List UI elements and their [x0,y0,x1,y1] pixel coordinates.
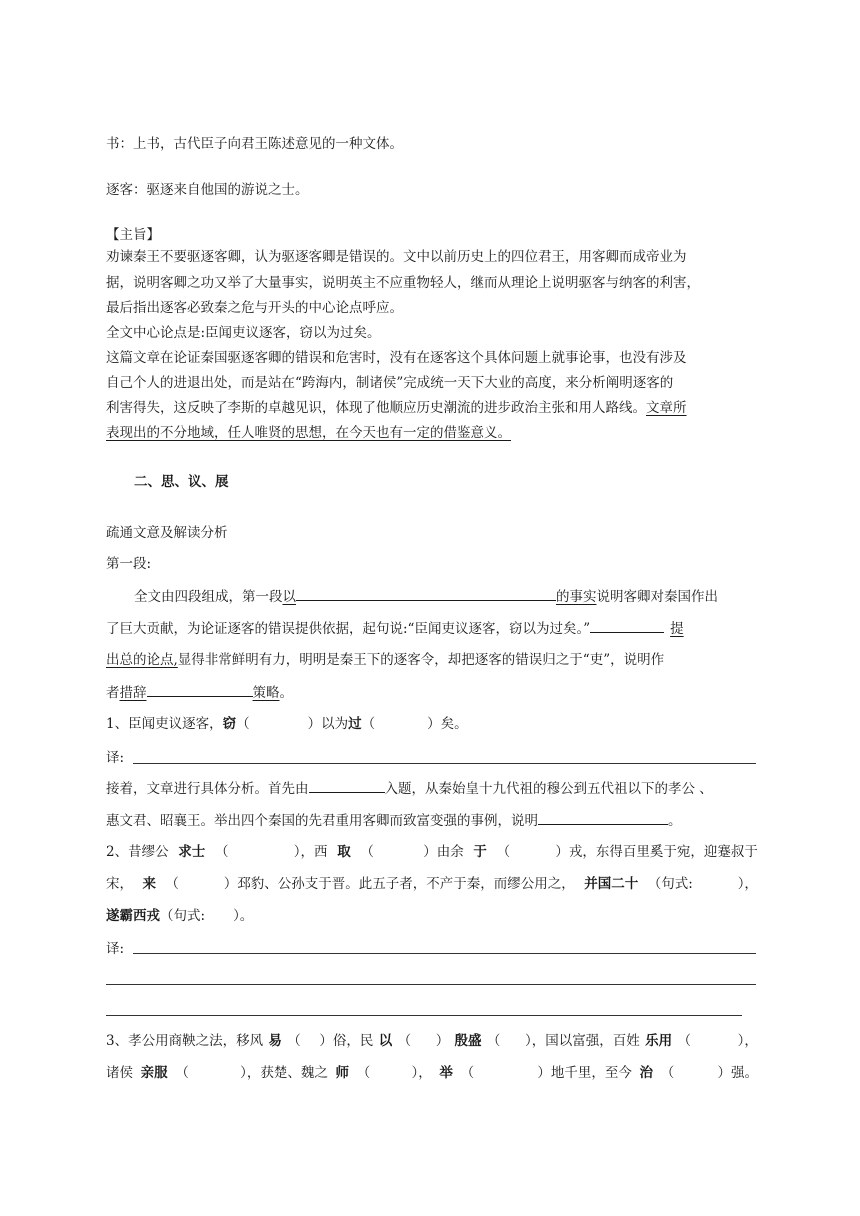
paren: （句式: [160,908,206,924]
question-text: ）俗，民 [319,1033,374,1049]
fill-blank[interactable] [538,810,668,825]
analysis-text: 者 [106,685,120,701]
keyword: 过 [348,716,362,732]
keyword: 殷盛 [454,1033,482,1049]
paren: （ [361,716,376,732]
analysis-line [106,650,664,670]
section-heading: 二、思、议、展 [134,474,229,490]
question-text: ）， [737,876,758,892]
question-text: ）矣。 [427,716,468,732]
theme-paragraph-line: 据，说明客卿之功又举了大量事实，说明英主不应重物轻人，继而从理论上说明驱客与纳客的利害， [106,275,700,291]
question-text: ） [435,1033,450,1049]
keyword: 于 [473,844,487,860]
keyword: 乐用 [645,1033,673,1049]
keyword: 来 [142,876,156,892]
keyword: 窃 [222,716,237,732]
analysis-line [134,586,718,607]
question-text: 2、昔缪公 [106,844,169,860]
fill-blank[interactable] [296,586,556,601]
note-zhuke: 逐客：驱逐来自他国的游说之士。 [106,182,309,198]
answer-slot[interactable] [416,1031,430,1051]
underlined-text: 文章所 [646,400,687,416]
question-text: ）强。 [717,1065,758,1081]
paragraph-label: 第一段: [106,556,152,572]
question-text: ）。 [233,908,254,924]
underlined-text: 表现出的不分地域，任人唯贤的思想，在今天也有一定的借鉴意义。 [106,425,511,441]
paren: （ [397,1033,412,1049]
underlined-text: 的事实 [556,589,597,605]
paren: （ [677,1033,691,1049]
answer-slot[interactable] [306,1031,314,1051]
paren: （ [356,1065,371,1081]
analysis-line [106,810,682,831]
question-text: 宋， [106,876,133,892]
underlined-text: 提 [670,621,684,637]
keyword: 亲服 [140,1065,168,1081]
question-1 [106,714,468,734]
question-2-line [106,842,758,862]
answer-slot[interactable] [696,1031,732,1051]
central-argument: 全文中心论点是:臣闻吏议逐客，窃以为过矣。 [106,325,381,341]
question-text: ）， [737,1033,758,1049]
analysis-text: 入题，从秦始皇十九代祖的穆公到五代祖以下的孝公 、 [384,781,713,797]
analysis-text: 。 [279,685,293,701]
paren: （ [486,1033,501,1049]
analysis-text: 接着，文章进行具体分析。首先由 [106,781,309,797]
keyword: 师 [335,1065,350,1081]
keyword: 易 [268,1033,282,1049]
question-2-line [106,874,758,894]
theme-paragraph-line: 自己个人的进退出处，而是站在“跨海内，制诸侯”完成统一天下大业的高度，来分析阐明逐客的 [106,375,674,391]
theme-heading: 【主旨】 [106,227,160,243]
note-shu: 书：上书，古代臣子向君王陈述意见的一种文体。 [106,136,403,152]
answer-line[interactable] [133,953,756,954]
paren: （ [165,876,179,892]
theme-paragraph-line: 这篇文章在论证秦国驱逐客卿的错误和危害时，没有在逐客这个具体问题上就事论事，也没有涉及 [106,350,687,366]
section-subheading: 疏通文意及解读分析 [106,525,228,541]
answer-slot[interactable] [682,1063,710,1083]
answer-slot[interactable] [506,1031,520,1051]
paren: （ [175,1065,189,1081]
paren: （ [460,1065,475,1081]
keyword: 以 [378,1033,393,1049]
question-text: ），获楚、魏之 [240,1065,328,1081]
analysis-line [106,778,713,799]
fill-blank[interactable] [309,778,385,793]
answer-line[interactable] [106,984,756,985]
answer-line[interactable] [133,763,756,764]
question-text: 诸侯 [106,1065,133,1081]
paren: （ [236,716,250,732]
analysis-text: 惠文君、昭襄王。举出四个秦国的先君重用客卿而致富变强的事例，说明 [106,813,538,829]
theme-paragraph-line [106,398,687,418]
question-text: ）戎，东得百里奚于宛，迎蹇叔于 [555,844,758,860]
question-text: ）以为 [307,716,349,732]
theme-paragraph-line: 劝谏秦王不要驱逐客卿，认为驱逐客卿是错误的。文中以前历史上的四位君王，用客卿而成帝业为 [106,249,687,265]
answer-slot[interactable] [482,1063,530,1083]
keyword: 取 [337,844,351,860]
underlined-text: 措辞 [119,685,147,701]
paren: （句式: [647,876,693,892]
theme-text: 利害得失，这反映了李斯的卓越见识，体现了他顺应历史潮流的进步政治主张和用人路线。 [106,400,646,416]
question-text: ）地千里，至今 [537,1065,632,1081]
keyword: 遂霸西戎 [106,908,160,924]
answer-slot[interactable] [238,842,284,862]
answer-slot[interactable] [378,1063,404,1083]
answer-slot[interactable] [384,842,414,862]
question-text: ），西 [293,844,328,860]
analysis-text: 说明客卿对秦国作出 [596,589,718,605]
paren: （ [287,1033,301,1049]
question-2-line [106,906,253,926]
analysis-line [106,682,293,703]
question-text: 1、臣闻吏议逐客， [106,716,223,732]
answer-line[interactable] [106,1015,742,1016]
answer-slot[interactable] [520,842,546,862]
analysis-text: 了巨大贡献，为论证逐客的错误提供依据，起句说:“臣闻吏议逐客，窃以为过矣。” [106,621,591,637]
fill-blank[interactable] [147,682,253,697]
keyword: 举 [439,1065,453,1081]
underlined-text: 策略 [252,685,280,701]
keyword: 求士 [178,844,206,860]
analysis-text: 全文由四段组成，第一段 [134,589,283,605]
paren: （ [660,1065,675,1081]
question-text: ）邳豹、公孙支于晋。此五子者，不产于秦，而缪公用之， [223,876,575,892]
question-text: 3、孝公用商鞅之法，移风 [106,1033,264,1049]
question-3-line [106,1063,758,1083]
answer-slot[interactable] [196,1063,232,1083]
paren: （ [360,844,374,860]
paren: （ [214,844,229,860]
analysis-text: 显得非常鲜明有力，明明是秦王下的逐客令，却把逐客的错误归之于“吏”，说明作 [177,652,665,668]
question-3-line [106,1031,758,1051]
analysis-text: 。 [668,813,682,829]
question-text: ）， [411,1065,432,1081]
translation-label: 译: [106,941,125,957]
translation-label: 译: [106,750,125,766]
question-text: ），国以富强，百姓 [525,1033,640,1049]
answer-slot[interactable] [702,874,728,894]
keyword: 并国二十 [584,876,639,892]
paren: （ [496,844,511,860]
theme-paragraph-line: 最后指出逐客必致秦之危与开头的中心论点呼应。 [106,300,403,316]
keyword: 治 [639,1065,654,1081]
fill-blank[interactable] [590,618,664,633]
underlined-text: 出总的论点, [106,652,178,668]
answer-slot[interactable] [188,874,214,894]
analysis-line [106,618,684,639]
underlined-text: 以 [282,589,296,605]
question-text: ）由余 [423,844,464,860]
